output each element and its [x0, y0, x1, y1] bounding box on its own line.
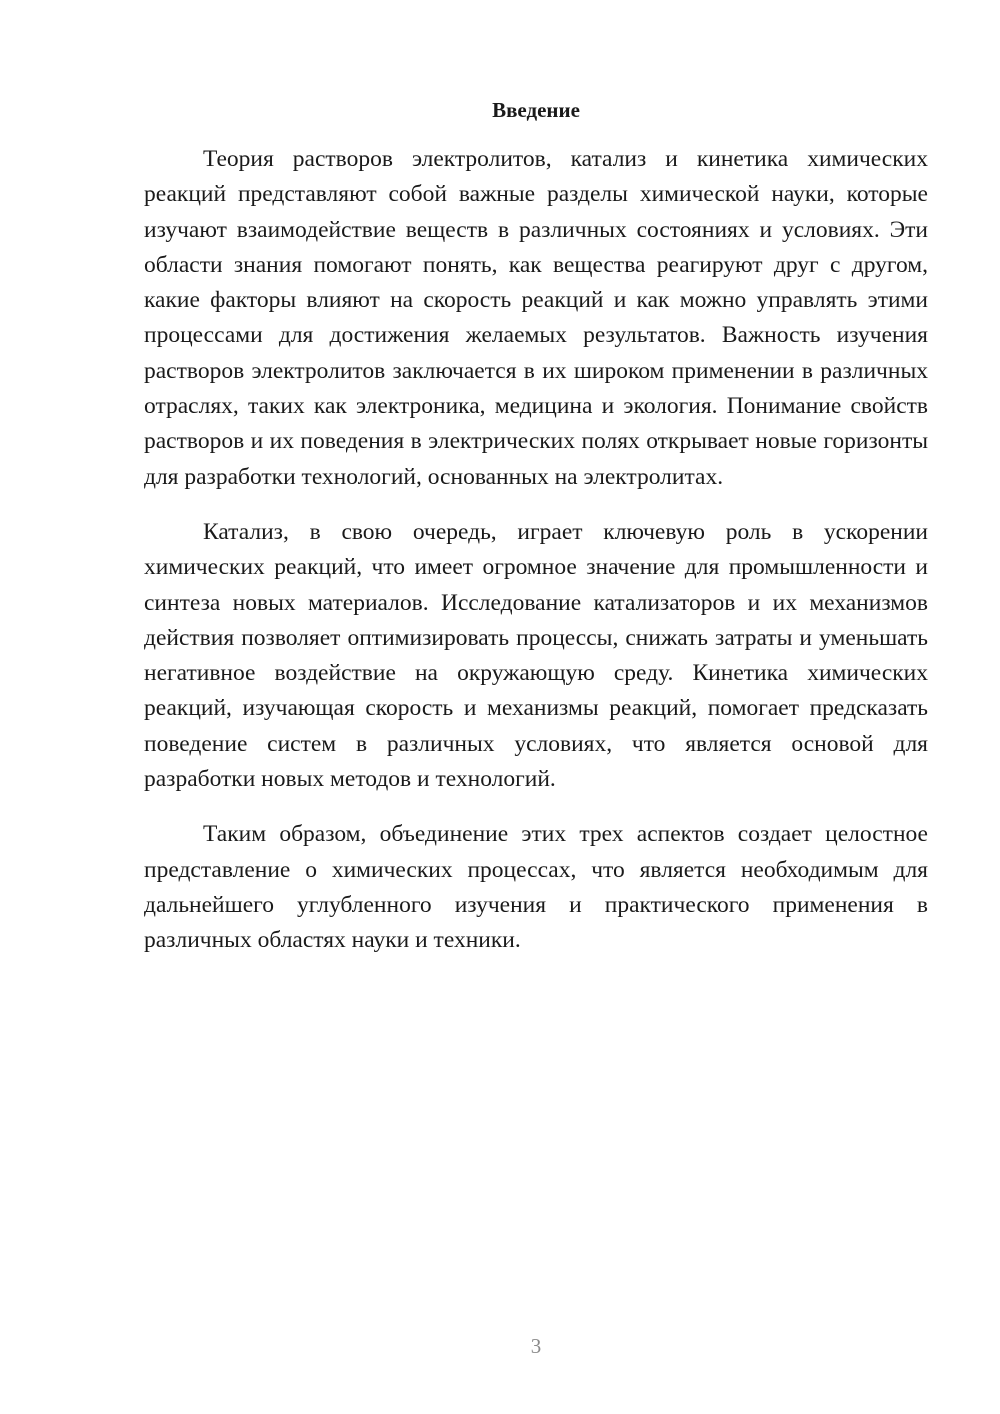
paragraph-1: Теория растворов электролитов, катализ и кинетика химических реакций представляют собой важные разделы химической науки, которые изучают взаимодействие веществ в различных состояниях и условиях. Эти области знания помогают понять, как вещества реагируют друг с другом, какие факторы влияют на скорость реакций и как можно управлять этими процессами для достижения желаемых результатов. Важность изучения растворов электролитов заключается в их широком применении в различных отраслях, таких как электроника, медицина и экология. Понимание свойств растворов и их поведения в электрических полях открывает новые горизонты для разработки технологий, основанных на электролитах. [144, 146, 928, 490]
paragraph-3: Таким образом, объединение этих трех аспектов создает целостное представление о химических процессах, что является необходимым для дальнейшего углубленного изучения и практического применения в различных областях науки и техники. [144, 821, 928, 954]
section-heading: Введение [492, 98, 580, 122]
body-text [144, 142, 928, 979]
page-number: 3 [530, 1334, 542, 1358]
paragraph-2: Катализ, в свою очередь, играет ключевую роль в ускорении химических реакций, что имеет огромное значение для промышленности и синтеза новых материалов. Исследование катализаторов и их механизмов действия позволяет оптимизировать процессы, снижать затраты и уменьшать негативное воздействие на окружающую среду. Кинетика химических реакций, изучающая скорость и механизмы реакций, помогает предсказать поведение систем в различных условиях, что является основой для разработки новых методов и технологий. [144, 518, 928, 793]
